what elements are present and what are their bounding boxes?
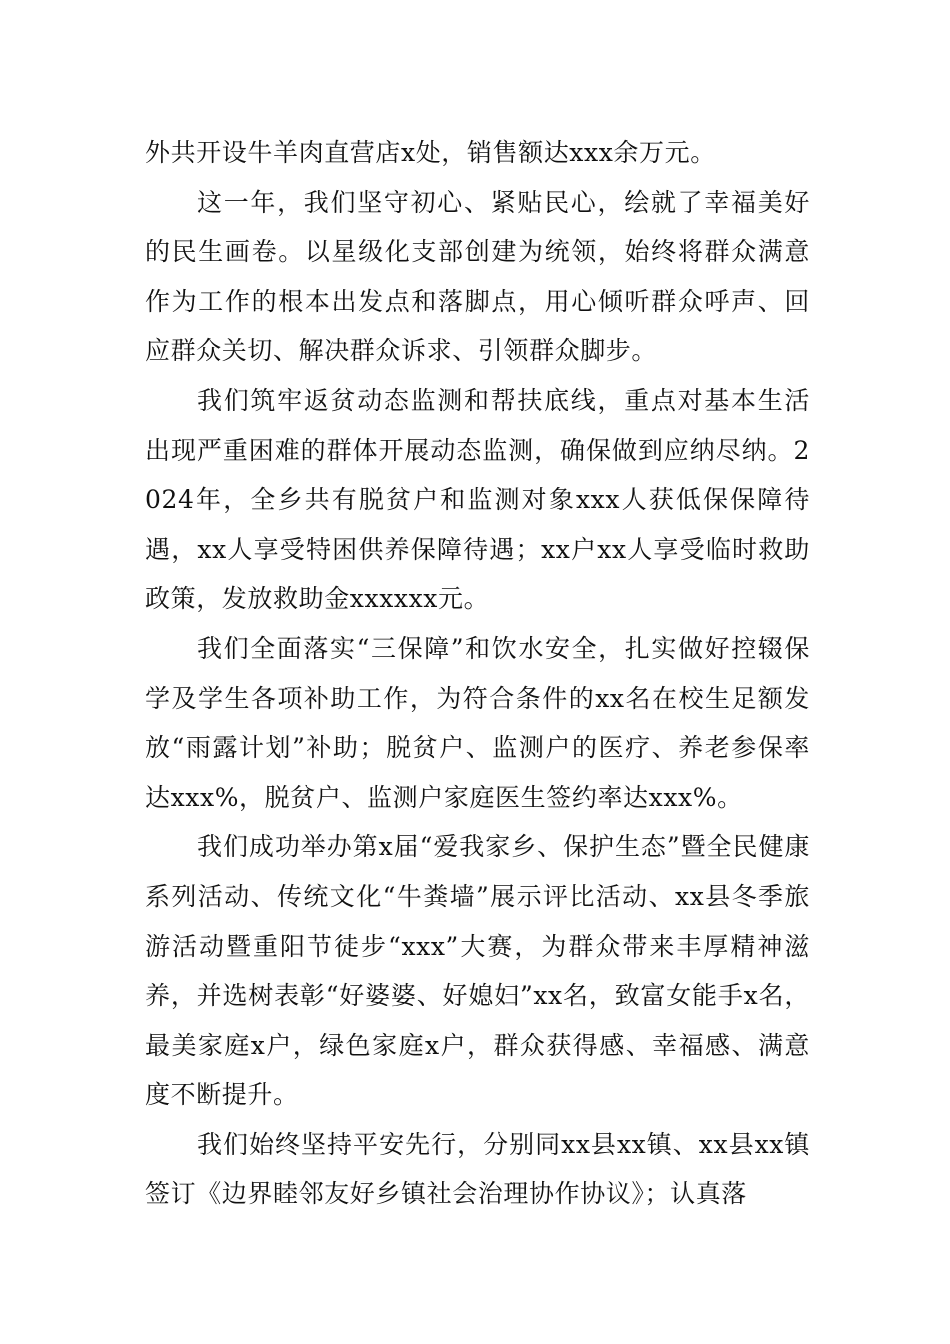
paragraph: 我们始终坚持平安先行，分别同xx县xx镇、xx县xx镇签订《边界睦邻友好乡镇社会治理协作协议》；认真落 [145,1129,810,1209]
paragraph: 外共开设牛羊肉直营店x处，销售额达xxx余万元。 [145,138,716,167]
document-body [145,128,810,1219]
paragraph: 我们全面落实“三保障”和饮水安全，扎实做好控辍保学及学生各项补助工作，为符合条件的xx名在校生足额发放“雨露计划”补助；脱贫户、监测户的医疗、养老参保率达xxx%，脱贫户、监测户家庭医生签约率达xxx%。 [145,633,810,812]
paragraph: 我们筑牢返贫动态监测和帮扶底线，重点对基本生活出现严重困难的群体开展动态监测，确保做到应纳尽纳。2024年，全乡共有脱贫户和监测对象xxx人获低保保障待遇，xx人享受特困供养保障待遇；xx户xx人享受临时救助政策，发放救助金xxxxxx元。 [145,385,810,614]
paragraph: 这一年，我们坚守初心、紧贴民心，绘就了幸福美好的民生画卷。以星级化支部创建为统领，始终将群众满意作为工作的根本出发点和落脚点，用心倾听群众呼声、回应群众关切、解决群众诉求、引领群众脚步。 [145,187,810,366]
paragraph: 我们成功举办第x届“爱我家乡、保护生态”暨全民健康系列活动、传统文化“牛粪墙”展示评比活动、xx县冬季旅游活动暨重阳节徒步“xxx”大赛，为群众带来丰厚精神滋养，并选树表彰“好婆婆、好媳妇”xx名，致富女能手x名，最美家庭x户，绿色家庭x户，群众获得感、幸福感、满意度不断提升。 [145,832,810,1110]
